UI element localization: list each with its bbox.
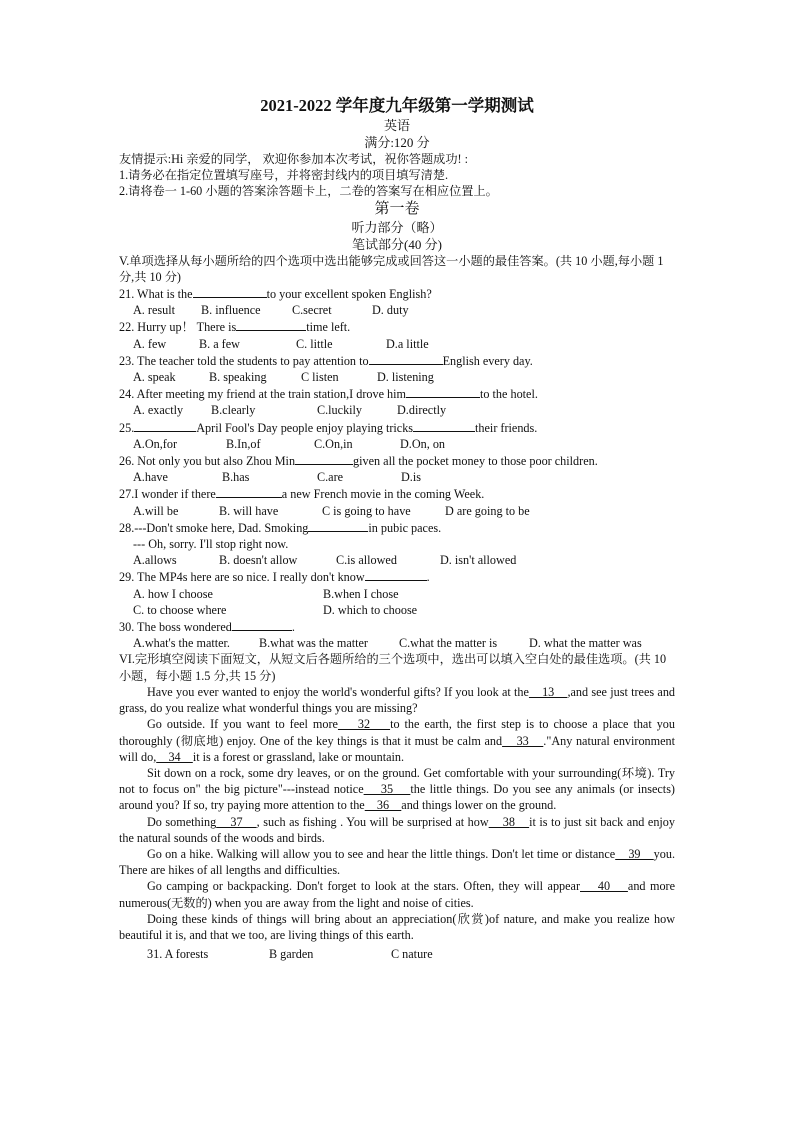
option: D.directly (397, 403, 447, 418)
part-vi-instructions: VI.完形填空阅读下面短文，从短文后各题所给的三个选项中，选出可以填入空白处的最佳选项。(共 10 小题，每小题 1.5 分,共 15 分) (119, 652, 667, 683)
option: B. speaking (209, 370, 267, 385)
option: C nature (391, 947, 433, 962)
option: C. little (296, 336, 333, 351)
option: 31. A forests (147, 947, 209, 962)
cloze-blank: 32 (337, 717, 391, 732)
cloze-blank: 38 (488, 814, 530, 829)
option: D.On, on (400, 436, 446, 451)
cloze-blank: 39 (615, 846, 654, 861)
cloze-blank: 34 (156, 749, 193, 764)
question-22: 22. Hurry up！ There is time left. (119, 320, 351, 335)
option: C. to choose where (133, 602, 227, 617)
options-27 (119, 503, 675, 519)
option: A. result (133, 303, 175, 318)
answer-blank (295, 452, 353, 465)
option: A.will be (133, 503, 179, 518)
option: A.what's the matter. (133, 636, 230, 651)
question-23: 23. The teacher told the students to pay attention to English every day. (119, 353, 533, 368)
option: C is going to have (322, 503, 411, 518)
cloze-blank: 40 (580, 879, 628, 894)
passage-paragraph: Do something 37 , such as fishing . You will be surprised at how 38 it is to just sit back and enjoy the natural sounds of the woods and birds. (119, 814, 675, 845)
option: C.On,in (314, 436, 353, 451)
option: C.is allowed (336, 553, 397, 568)
option: D are going to be (445, 503, 530, 518)
score-label: 满分:120 分 (364, 135, 430, 150)
option: B.In,of (226, 436, 261, 451)
answer-blank (369, 352, 443, 365)
option: B. doesn't allow (219, 553, 298, 568)
option: C.luckily (317, 403, 363, 418)
option: B. influence (201, 303, 261, 318)
question-28: 28.---Don't smoke here, Dad. Smoking in pubic paces. (119, 520, 442, 535)
option: B.when I chose (323, 586, 399, 601)
answer-blank (134, 419, 196, 432)
answer-blank (232, 618, 292, 631)
option: A.have (133, 470, 168, 485)
exam-page (119, 96, 675, 962)
options-31 (119, 946, 675, 962)
cloze-blank: 36 (364, 798, 402, 813)
question-24: 24. After meeting my friend at the train station,I drove him to the hotel. (119, 387, 538, 402)
written-label: 笔试部分(40 分) (352, 236, 442, 252)
section-title: 第一卷 (374, 200, 420, 217)
exam-title: 2021-2022 学年度九年级第一学期测试 (260, 96, 534, 115)
options-25 (119, 436, 675, 452)
part-v-instructions: V.单项选择从每小题所给的四个选项中选出能够完成或回答这一小题的最佳答案。(共 10 小题,每小题 1 分,共 10 分) (119, 253, 664, 284)
option: C listen (301, 370, 339, 385)
options-22 (119, 336, 675, 352)
answer-blank (308, 519, 368, 532)
question-26: 26. Not only you but also Zhou Min given all the pocket money to those poor children. (119, 454, 598, 469)
option: A.On,for (133, 436, 178, 451)
options-30 (119, 635, 675, 651)
option: C.secret (292, 303, 332, 318)
option: D. isn't allowed (440, 553, 517, 568)
options-24 (119, 402, 675, 418)
passage-paragraph: Sit down on a rock, some dry leaves, or on the ground. Get comfortable with your surrounding(环境). Try not to focus on" the big picture"---instead notice 35 the little things. Do you see any animals (or insects) around you? If so, try paying more attention to the 36 and things lower on the ground. (119, 765, 675, 813)
option: D. duty (372, 303, 409, 318)
option: A. how I choose (133, 586, 213, 601)
option: A. few (133, 336, 167, 351)
option: D. listening (377, 370, 434, 385)
option: C.are (317, 470, 344, 485)
option: D.is (401, 470, 421, 485)
cloze-blank: 35 (363, 782, 411, 797)
options-29b (119, 602, 675, 618)
cloze-blank: 13 (528, 684, 568, 699)
options-23 (119, 369, 675, 385)
options-26 (119, 469, 675, 485)
option: D. what the matter was (529, 636, 642, 651)
option: B.has (222, 470, 250, 485)
tip-line: 2.请将卷一 1-60 小题的答案涂答题卡上，二卷的答案写在相应位置上。 (119, 184, 498, 199)
option: A. speak (133, 370, 176, 385)
question-21: 21. What is the to your excellent spoken English? (119, 287, 432, 302)
reply-28: --- Oh, sorry. I'll stop right now. (133, 537, 289, 552)
options-21 (119, 302, 675, 318)
answer-blank (406, 385, 480, 398)
passage-paragraph: Go camping or backpacking. Don't forget to look at the stars. Often, they will appear 40 and more numerous(无数的) when you are away from the light and noise of cities. (119, 879, 676, 910)
answer-blank (193, 285, 267, 298)
passage-paragraph: Go on a hike. Walking will allow you to see and hear the little things. Don't let time or distance 39 you. There are hikes of all lengths and difficulties. (119, 846, 675, 878)
question-25: 25. April Fool's Day people enjoy playing tricks their friends. (119, 420, 538, 435)
passage-paragraph: Go outside. If you want to feel more 32 to the earth, the first step is to choose a place that you thoroughly (彻底地) enjoy. One of the key things is that it must be calm and 33 ."Any natural environment will do, 34 it is a forest or grassland, lake or mountain. (119, 717, 676, 764)
option: B.what was the matter (259, 636, 368, 651)
option: C.what the matter is (399, 636, 498, 651)
cloze-blank: 37 (216, 814, 257, 829)
option: D. which to choose (323, 602, 418, 617)
option: A. exactly (133, 403, 184, 418)
answer-blank (413, 419, 475, 432)
answer-blank (216, 485, 282, 498)
option: A.allows (133, 553, 177, 568)
passage-paragraph: Doing these kinds of things will bring about an appreciation(欣赏)of nature, and make you realize how beautiful it is, and that we too, are living things of this earth. (119, 911, 675, 942)
listening-label: 听力部分（略） (351, 219, 443, 235)
tip-line: 友情提示:Hi 亲爱的同学， 欢迎你参加本次考试，祝你答题成功! : (119, 152, 469, 166)
answer-blank (236, 318, 306, 331)
option: D.a little (386, 336, 429, 351)
option: B garden (269, 947, 314, 962)
option: B. will have (219, 503, 279, 518)
option: B.clearly (211, 403, 256, 418)
question-30: 30. The boss wondered . (119, 620, 295, 635)
cloze-blank: 33 (502, 733, 544, 748)
options-28 (119, 552, 675, 568)
question-29: 29. The MP4s here are so nice. I really don't know . (119, 570, 430, 585)
options-29a (119, 586, 675, 602)
answer-blank (365, 568, 427, 581)
option: B. a few (199, 336, 240, 351)
question-27: 27.I wonder if there a new French movie in the coming Week. (119, 487, 485, 502)
tip-line: 1.请务必在指定位置填写座号，并将密封线内的项目填写清楚. (119, 168, 449, 183)
passage-paragraph: Have you ever wanted to enjoy the world's wonderful gifts? If you look at the 13 ,and see just trees and grass, do you realize what wonderful things you are missing? (119, 684, 676, 716)
subject-label: 英语 (383, 118, 410, 133)
